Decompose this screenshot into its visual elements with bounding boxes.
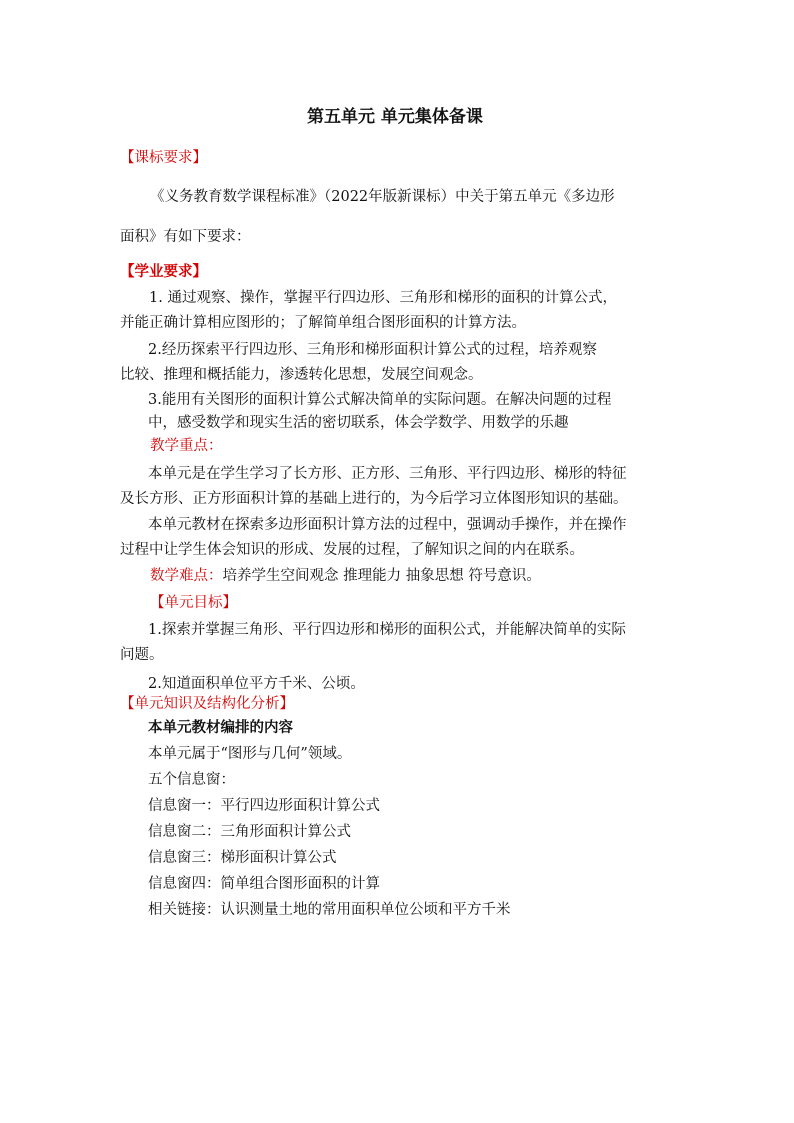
key-points-p2-line1: 本单元教材在探索多边形面积计算方法的过程中，强调动手操作，并在操作 (148, 517, 627, 533)
key-points-p1-line1: 本单元是在学生学习了长方形、正方形、三角形、平行四边形、梯形的特征 (148, 466, 627, 482)
structure-window-4: 信息窗四：简单组合图形面积的计算 (148, 876, 380, 892)
structure-window-1: 信息窗一：平行四边形面积计算公式 (148, 798, 380, 814)
difficulty-text: 培养学生空间观念 推理能力 抽象思想 符号意识。 (222, 568, 541, 584)
structure-domain: 本单元属于“图形与几何”领域。 (148, 746, 352, 762)
goals-item1-line2: 问题。 (120, 647, 164, 663)
academic-item1-line1: 1. 通过观察、操作，掌握平行四边形、三角形和梯形的面积的计算公式， (149, 290, 617, 306)
curriculum-text-line2: 面积》有如下要求： (120, 229, 251, 245)
key-points-p2-line2: 过程中让学生体会知识的形成、发展的过程，了解知识之间的内在联系。 (120, 542, 584, 558)
structure-related-link: 相关链接：认识测量土地的常用面积单位公顷和平方千米 (148, 902, 511, 918)
academic-item2-line2: 比较、推理和概括能力，渗透转化思想，发展空间观念。 (120, 367, 483, 383)
structure-subheading: 本单元教材编排的内容 (148, 719, 293, 736)
key-points-p1-line2: 及长方形、正方形面积计算的基础上进行的，为今后学习立体图形知识的基础。 (120, 491, 628, 507)
structure-window-3: 信息窗三：梯形面积计算公式 (148, 850, 337, 866)
goals-item1-line1: 1.探索并掌握三角形、平行四边形和梯形的面积公式，并能解决简单的实际 (148, 622, 626, 638)
section-heading-key-points: 教学重点： (150, 438, 223, 454)
goals-item2: 2.知道面积单位平方千米、公顷。 (148, 676, 365, 692)
academic-item3-line2: 中，感受数学和现实生活的密切联系，体会学数学、用数学的乐趣 (148, 415, 569, 431)
section-heading-goals: 【单元目标】 (150, 595, 237, 611)
difficulty-line (150, 567, 541, 585)
difficulty-label: 数学难点： (150, 568, 223, 584)
structure-windows-intro: 五个信息窗： (148, 772, 235, 788)
section-heading-structure: 【单元知识及结构化分析】 (120, 696, 294, 712)
academic-item1-line2: 并能正确计算相应图形的；了解简单组合图形面积的计算方法。 (120, 315, 526, 331)
academic-item2-line1: 2.经历探索平行四边形、三角形和梯形面积计算公式的过程，培养观察 (148, 342, 597, 358)
page-title: 第五单元 单元集体备课 (307, 107, 483, 127)
structure-window-2: 信息窗二：三角形面积计算公式 (148, 824, 351, 840)
section-heading-academic: 【学业要求】 (120, 263, 207, 280)
academic-item3-line1: 3.能用有关图形的面积计算公式解决简单的实际问题。在解决问题的过程 (148, 392, 612, 408)
curriculum-text-line1: 《义务教育数学课程标准》（2022年版新课标）中关于第五单元《多边形 (150, 189, 615, 205)
section-heading-curriculum: 【课标要求】 (120, 150, 207, 166)
